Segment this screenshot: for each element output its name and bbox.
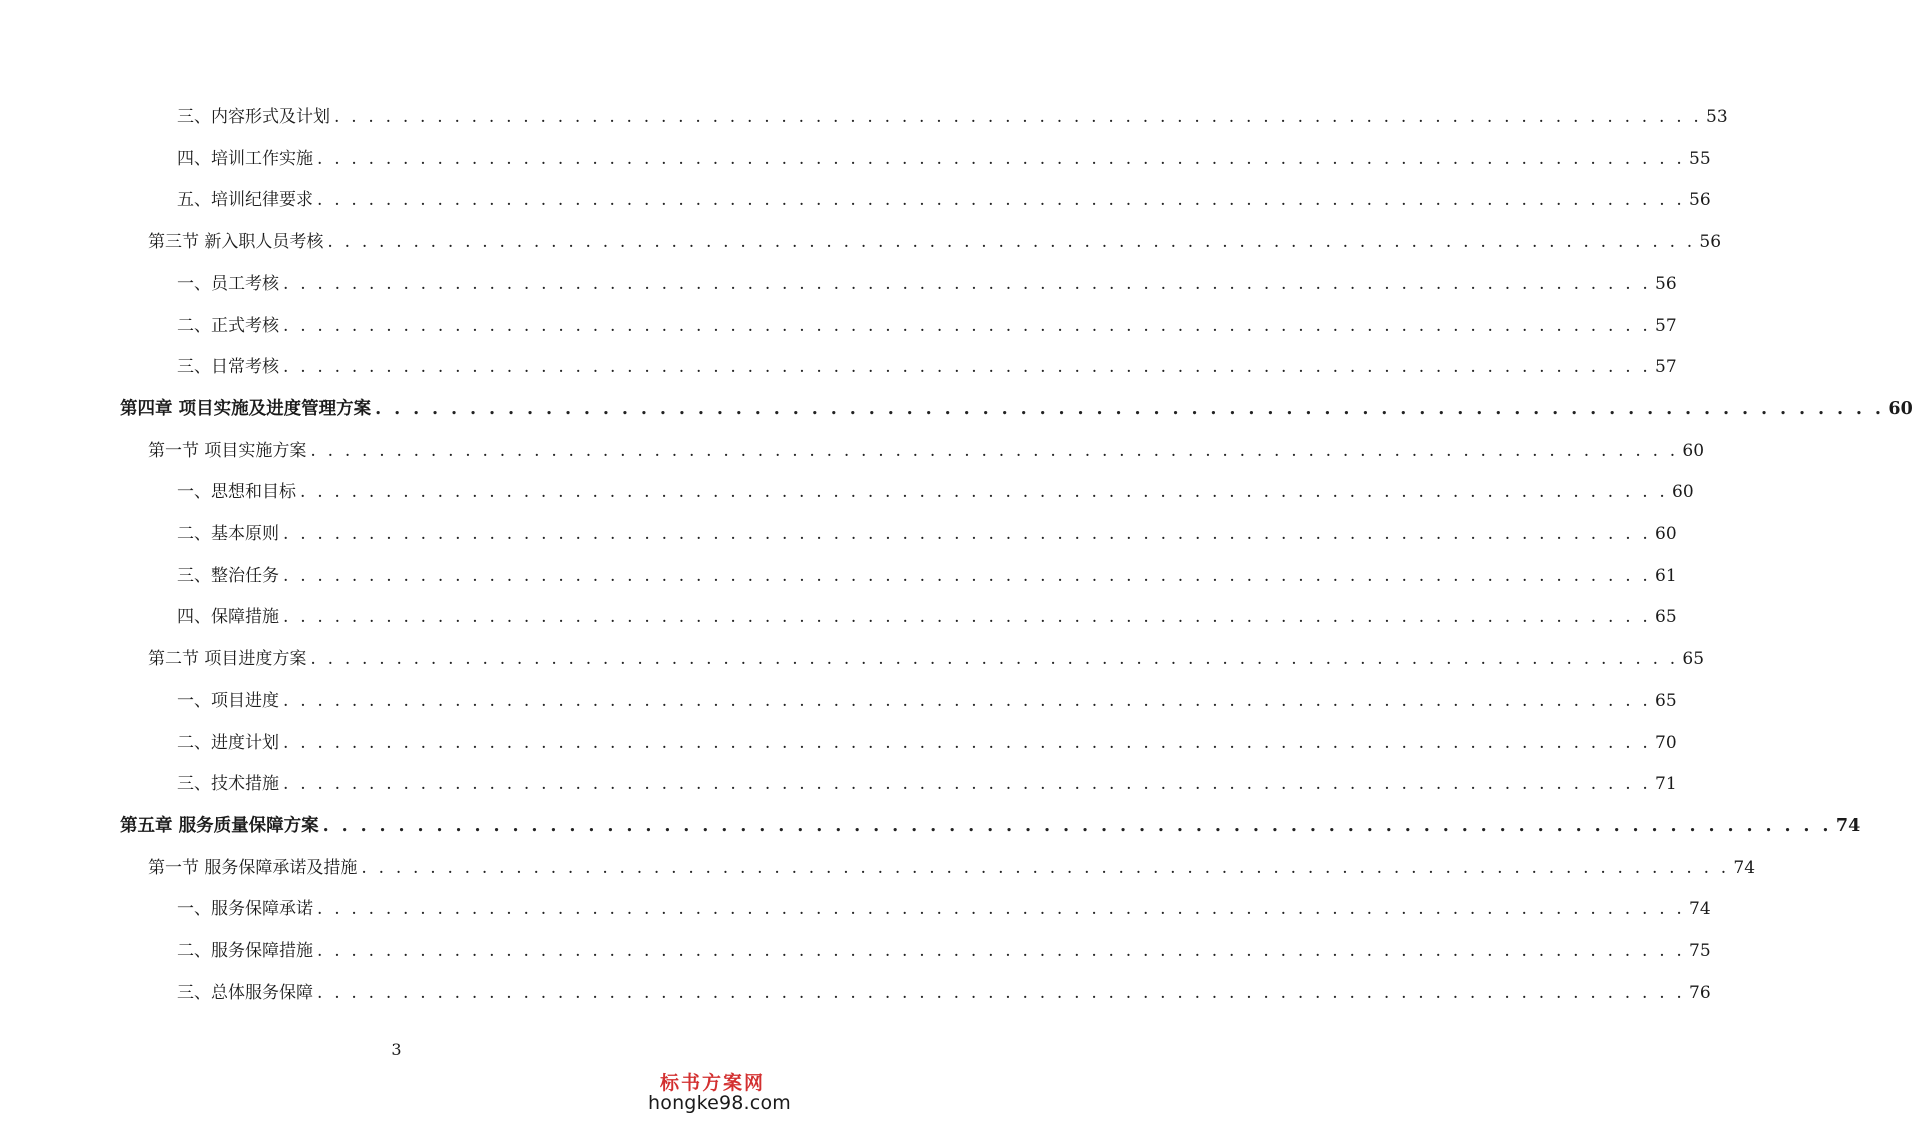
toc-section-entry[interactable] xyxy=(148,231,1722,253)
watermark-url-text: hongke98.com xyxy=(648,1092,791,1114)
toc-entry-title: 二、服务保障措施 xyxy=(177,941,313,961)
toc-subsection-entry[interactable] xyxy=(177,148,1711,170)
toc-entry-title: 二、基本原则 xyxy=(177,524,279,544)
toc-entry-title: 第一节 服务保障承诺及措施 xyxy=(148,858,358,878)
toc-section-entry[interactable] xyxy=(148,440,1705,462)
toc-subsection-entry[interactable] xyxy=(177,106,1728,128)
toc-entry-title: 第一节 项目实施方案 xyxy=(148,441,307,461)
toc-dot-leader: . . . . . . . . . . . . . . . . . . . . . . . . . . . . . . . . . . . . . . . . . . . . . . . . . . . . . . . . . . . . . . . . . . . . . . . . . . . . . . . . xyxy=(317,190,1686,210)
toc-subsection-entry[interactable] xyxy=(177,481,1694,503)
toc-dot-leader: . . . . . . . . . . . . . . . . . . . . . . . . . . . . . . . . . . . . . . . . . . . . . . . . . . . . . . . . . . . . . . . . . . . . . . . . . . . . . . . . xyxy=(317,983,1686,1003)
toc-dot-leader: . . . . . . . . . . . . . . . . . . . . . . . . . . . . . . . . . . . . . . . . . . . . . . . . . . . . . . . . . . . . . . . . . . . . . . . . . . . . . . . . xyxy=(317,941,1686,961)
toc-entry-page: 60 xyxy=(1655,524,1677,544)
toc-entry-page: 71 xyxy=(1655,774,1677,794)
toc-entry-title: 四、培训工作实施 xyxy=(177,149,313,169)
toc-dot-leader: . . . . . . . . . . . . . . . . . . . . . . . . . . . . . . . . . . . . . . . . . . . . . . . . . . . . . . . . . . . . . . . . . . . . . . . . . . . . . . . . xyxy=(283,566,1652,586)
toc-entry-page: 65 xyxy=(1655,691,1677,711)
toc-dot-leader: . . . . . . . . . . . . . . . . . . . . . . . . . . . . . . . . . . . . . . . . . . . . . . . . . . . . . . . . . . . . . . . . . . . . . . . . . . . . . . . . xyxy=(283,774,1652,794)
toc-subsection-entry[interactable] xyxy=(177,732,1677,754)
toc-subsection-entry[interactable] xyxy=(177,940,1711,962)
toc-entry-page: 74 xyxy=(1733,858,1756,878)
toc-subsection-entry[interactable] xyxy=(177,273,1677,295)
toc-chapter-entry[interactable] xyxy=(120,815,1861,837)
toc-subsection-entry[interactable] xyxy=(177,982,1711,1004)
toc-section-entry[interactable] xyxy=(148,857,1756,879)
toc-entry-page: 65 xyxy=(1655,607,1677,627)
toc-entry-title: 第五章 服务质量保障方案 xyxy=(120,816,319,836)
toc-dot-leader: . . . . . . . . . . . . . . . . . . . . . . . . . . . . . . . . . . . . . . . . . . . . . . . . . . . . . . . . . . . . . . . . . . . . . . . . . . . . . . . . xyxy=(283,316,1652,336)
watermark-chinese-text: 标书方案网 xyxy=(660,1072,766,1094)
toc-entry-title: 三、内容形式及计划 xyxy=(177,107,330,127)
toc-entry-page: 75 xyxy=(1689,941,1711,961)
toc-dot-leader: . . . . . . . . . . . . . . . . . . . . . . . . . . . . . . . . . . . . . . . . . . . . . . . . . . . . . . . . . . . . . . . . . . . . . . . . . . . . . . . . xyxy=(283,733,1652,753)
toc-entry-title: 一、员工考核 xyxy=(177,274,279,294)
toc-entry-page: 74 xyxy=(1689,899,1711,919)
toc-entry-title: 一、思想和目标 xyxy=(177,482,296,502)
toc-entry-title: 第三节 新入职人员考核 xyxy=(148,232,324,252)
toc-entry-page: 76 xyxy=(1689,983,1711,1003)
toc-dot-leader: . . . . . . . . . . . . . . . . . . . . . . . . . . . . . . . . . . . . . . . . . . . . . . . . . . . . . . . . . . . . . . . . . . . . . . . . . . . . . . . . xyxy=(317,899,1686,919)
toc-dot-leader: . . . . . . . . . . . . . . . . . . . . . . . . . . . . . . . . . . . . . . . . . . . . . . . . . . . . . . . . . . . . . . . . . . . . . . . . . . . . . . . . xyxy=(283,607,1652,627)
toc-entry-page: 60 xyxy=(1672,482,1694,502)
page-number: 3 xyxy=(391,1040,402,1059)
toc-entry-page: 57 xyxy=(1655,316,1677,336)
toc-entry-title: 二、正式考核 xyxy=(177,316,279,336)
toc-chapter-entry[interactable] xyxy=(120,398,1913,420)
toc-entry-title: 二、进度计划 xyxy=(177,733,279,753)
toc-entry-title: 一、项目进度 xyxy=(177,691,279,711)
toc-entry-title: 三、整治任务 xyxy=(177,566,279,586)
toc-subsection-entry[interactable] xyxy=(177,690,1677,712)
toc-subsection-entry[interactable] xyxy=(177,898,1711,920)
toc-subsection-entry[interactable] xyxy=(177,773,1677,795)
toc-dot-leader: . . . . . . . . . . . . . . . . . . . . . . . . . . . . . . . . . . . . . . . . . . . . . . . . . . . . . . . . . . . . . . . . . . . . . . . . . . . . . . . . xyxy=(334,107,1703,127)
toc-dot-leader: . . . . . . . . . . . . . . . . . . . . . . . . . . . . . . . . . . . . . . . . . . . . . . . . . . . . . . . . . . . . . . . . . . . . . . . . . . . . . . . . xyxy=(322,816,1832,836)
toc-entry-title: 四、保障措施 xyxy=(177,607,279,627)
toc-entry-page: 60 xyxy=(1888,399,1913,419)
toc-entry-page: 57 xyxy=(1655,357,1677,377)
toc-dot-leader: . . . . . . . . . . . . . . . . . . . . . . . . . . . . . . . . . . . . . . . . . . . . . . . . . . . . . . . . . . . . . . . . . . . . . . . . . . . . . . . . xyxy=(361,858,1730,878)
toc-entry-page: 53 xyxy=(1706,107,1728,127)
toc-dot-leader: . . . . . . . . . . . . . . . . . . . . . . . . . . . . . . . . . . . . . . . . . . . . . . . . . . . . . . . . . . . . . . . . . . . . . . . . . . . . . . . . xyxy=(310,649,1679,669)
toc-section-entry[interactable] xyxy=(148,648,1705,670)
toc-dot-leader: . . . . . . . . . . . . . . . . . . . . . . . . . . . . . . . . . . . . . . . . . . . . . . . . . . . . . . . . . . . . . . . . . . . . . . . . . . . . . . . . xyxy=(310,441,1679,461)
toc-subsection-entry[interactable] xyxy=(177,606,1677,628)
toc-dot-leader: . . . . . . . . . . . . . . . . . . . . . . . . . . . . . . . . . . . . . . . . . . . . . . . . . . . . . . . . . . . . . . . . . . . . . . . . . . . . . . . . xyxy=(327,232,1696,252)
toc-entry-title: 三、总体服务保障 xyxy=(177,983,313,1003)
toc-dot-leader: . . . . . . . . . . . . . . . . . . . . . . . . . . . . . . . . . . . . . . . . . . . . . . . . . . . . . . . . . . . . . . . . . . . . . . . . . . . . . . . . xyxy=(283,274,1652,294)
toc-entry-page: 61 xyxy=(1655,566,1677,586)
toc-dot-leader: . . . . . . . . . . . . . . . . . . . . . . . . . . . . . . . . . . . . . . . . . . . . . . . . . . . . . . . . . . . . . . . . . . . . . . . . . . . . . . . . xyxy=(283,357,1652,377)
toc-dot-leader: . . . . . . . . . . . . . . . . . . . . . . . . . . . . . . . . . . . . . . . . . . . . . . . . . . . . . . . . . . . . . . . . . . . . . . . . . . . . . . . . xyxy=(375,399,1885,419)
toc-entry-page: 65 xyxy=(1682,649,1705,669)
toc-dot-leader: . . . . . . . . . . . . . . . . . . . . . . . . . . . . . . . . . . . . . . . . . . . . . . . . . . . . . . . . . . . . . . . . . . . . . . . . . . . . . . . . xyxy=(283,524,1652,544)
toc-entry-page: 74 xyxy=(1835,816,1861,836)
toc-entry-page: 55 xyxy=(1689,149,1711,169)
toc-subsection-entry[interactable] xyxy=(177,315,1677,337)
toc-dot-leader: . . . . . . . . . . . . . . . . . . . . . . . . . . . . . . . . . . . . . . . . . . . . . . . . . . . . . . . . . . . . . . . . . . . . . . . . . . . . . . . . xyxy=(300,482,1669,502)
toc-dot-leader: . . . . . . . . . . . . . . . . . . . . . . . . . . . . . . . . . . . . . . . . . . . . . . . . . . . . . . . . . . . . . . . . . . . . . . . . . . . . . . . . xyxy=(283,691,1652,711)
toc-dot-leader: . . . . . . . . . . . . . . . . . . . . . . . . . . . . . . . . . . . . . . . . . . . . . . . . . . . . . . . . . . . . . . . . . . . . . . . . . . . . . . . . xyxy=(317,149,1686,169)
toc-entry-title: 第四章 项目实施及进度管理方案 xyxy=(120,399,372,419)
toc-entry-page: 70 xyxy=(1655,733,1677,753)
toc-subsection-entry[interactable] xyxy=(177,565,1677,587)
toc-entry-title: 第二节 项目进度方案 xyxy=(148,649,307,669)
toc-entry-page: 60 xyxy=(1682,441,1705,461)
toc-subsection-entry[interactable] xyxy=(177,189,1711,211)
toc-subsection-entry[interactable] xyxy=(177,523,1677,545)
toc-entry-title: 五、培训纪律要求 xyxy=(177,190,313,210)
toc-entry-page: 56 xyxy=(1655,274,1677,294)
toc-entry-title: 三、技术措施 xyxy=(177,774,279,794)
toc-entry-page: 56 xyxy=(1689,190,1711,210)
toc-subsection-entry[interactable] xyxy=(177,356,1677,378)
toc-entry-page: 56 xyxy=(1699,232,1722,252)
toc-entry-title: 三、日常考核 xyxy=(177,357,279,377)
toc-entry-title: 一、服务保障承诺 xyxy=(177,899,313,919)
